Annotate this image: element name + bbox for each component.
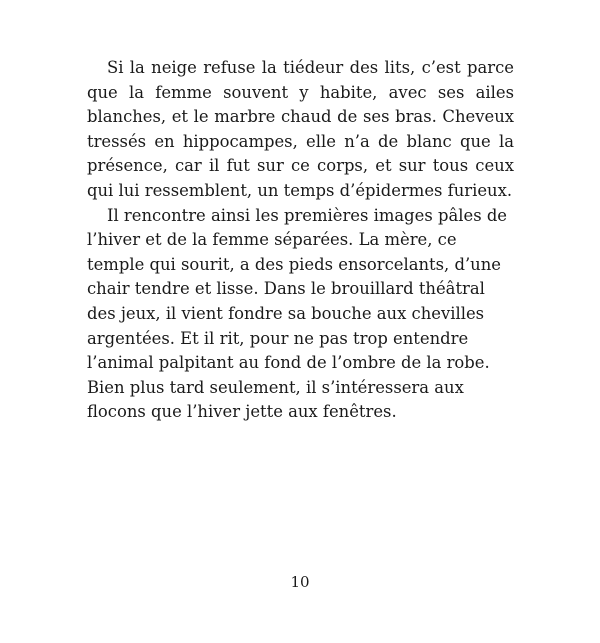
- body-text: [87, 56, 514, 425]
- page-number: 10: [290, 573, 310, 591]
- paragraph-1: Si la neige refuse la tiédeur des lits, c’est parce que la femme souvent y habite, avec ses ailes blanches, et le marbre chaud de ses bras. Cheveux tressés en hippocampes, elle n’a de blanc que la présence, car il fut sur ce corps, et sur tous ceux qui lui ressemblent, un temps d’épidermes furieux.: [87, 58, 514, 200]
- paragraph-2: Il rencontre ainsi les premières images pâles de l’hiver et de la femme séparées. La mère, ce temple qui sourit, a des pieds ensorcelants, d’une chair tendre et lisse. Dans le brouillard théâtral des jeux, il vient fondre sa bouche aux chevilles argentées. Et il rit, pour ne pas trop entendre l’animal palpitant au fond de l’ombre de la robe. Bien plus tard seulement, il s’intéressera aux flocons que l’hiver jette aux fenêtres.: [87, 205, 508, 422]
